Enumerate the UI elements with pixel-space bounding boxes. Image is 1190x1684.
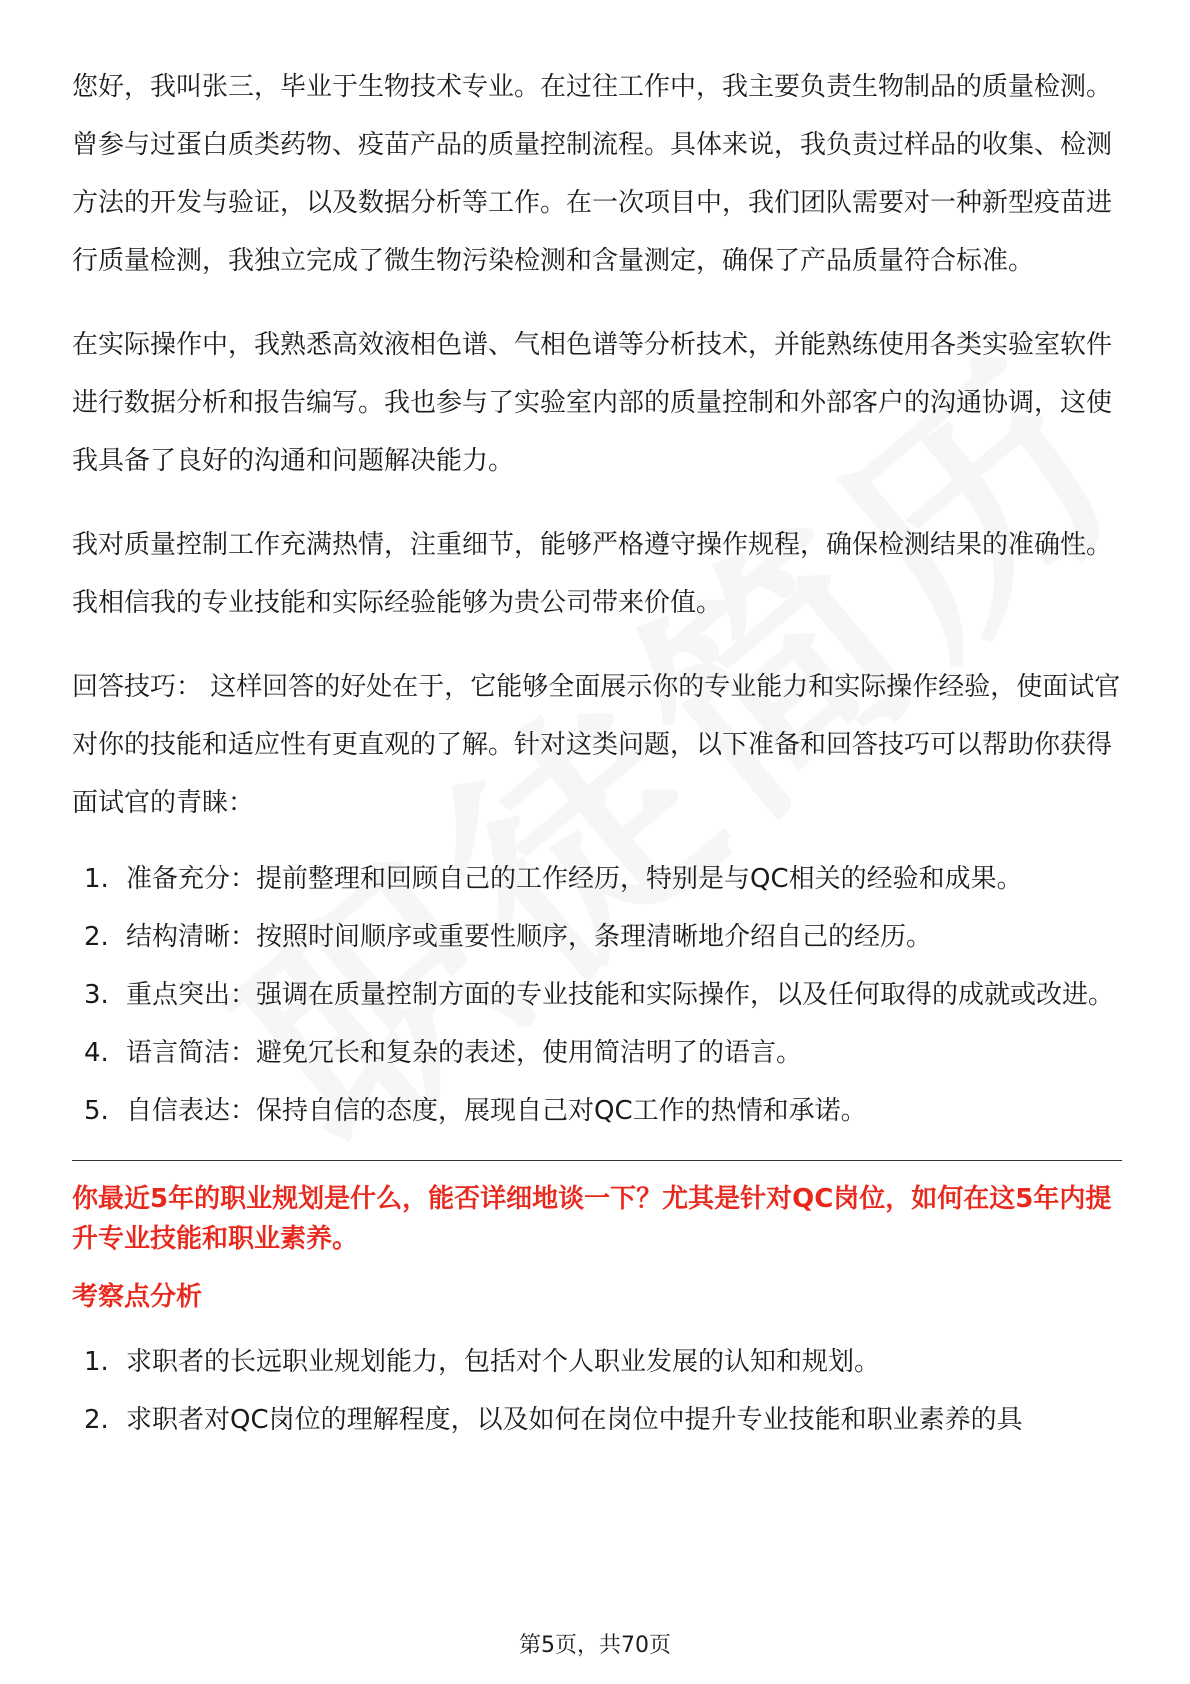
list-number: 2. [84, 1405, 109, 1435]
question-heading: 你最近5年的职业规划是什么，能否详细地谈一下？尤其是针对QC岗位，如何在这5年内提升专业技能和职业素养。 [72, 1184, 1112, 1254]
list-text: 重点突出：强调在质量控制方面的专业技能和实际操作，以及任何取得的成就或改进。 [126, 980, 1115, 1010]
answer-tips-intro: 回答技巧： 这样回答的好处在于，它能够全面展示你的专业能力和实际操作经验，使面试官对你的技能和适应性有更直观的了解。针对这类问题，以下准备和回答技巧可以帮助你获得面试官的青睐： [72, 672, 1121, 818]
list-text: 结构清晰：按照时间顺序或重要性顺序，条理清晰地介绍自己的经历。 [126, 922, 933, 952]
list-item [72, 1082, 1122, 1140]
tips-list [72, 850, 1122, 1140]
list-item [72, 1391, 1122, 1449]
list-number: 5. [84, 1096, 109, 1126]
list-number: 2. [84, 922, 109, 952]
list-item [72, 908, 1122, 966]
list-text: 求职者对QC岗位的理解程度，以及如何在岗位中提升专业技能和职业素养的具 [126, 1405, 1023, 1435]
list-number: 1. [84, 864, 109, 894]
list-text: 准备充分：提前整理和回顾自己的工作经历，特别是与QC相关的经验和成果。 [126, 864, 1023, 894]
list-number: 4. [84, 1038, 109, 1068]
list-text: 语言简洁：避免冗长和复杂的表述，使用简洁明了的语言。 [126, 1038, 803, 1068]
analysis-title: 考察点分析 [72, 1282, 203, 1312]
analysis-list [72, 1333, 1122, 1449]
answer-paragraph-2: 在实际操作中，我熟悉高效液相色谱、气相色谱等分析技术，并能熟练使用各类实验室软件进行数据分析和报告编写。我也参与了实验室内部的质量控制和外部客户的沟通协调，这使我具备了良好的沟通和问题解决能力。 [72, 330, 1113, 476]
list-number: 3. [84, 980, 109, 1010]
list-number: 1. [84, 1347, 109, 1377]
list-item [72, 1024, 1122, 1082]
list-text: 自信表达：保持自信的态度，展现自己对QC工作的热情和承诺。 [126, 1096, 867, 1126]
list-item [72, 966, 1122, 1024]
list-item [72, 1333, 1122, 1391]
answer-paragraph-1: 您好，我叫张三，毕业于生物技术专业。在过往工作中，我主要负责生物制品的质量检测。曾参与过蛋白质类药物、疫苗产品的质量控制流程。具体来说，我负责过样品的收集、检测方法的开发与验证，以及数据分析等工作。在一次项目中，我们团队需要对一种新型疫苗进行质量检测，我独立完成了微生物污染检测和含量测定，确保了产品质量符合标准。 [72, 72, 1113, 276]
answer-paragraph-3: 我对质量控制工作充满热情，注重细节，能够严格遵守操作规程，确保检测结果的准确性。我相信我的专业技能和实际经验能够为贵公司带来价值。 [72, 530, 1113, 618]
list-item [72, 850, 1122, 908]
section-divider [72, 1160, 1122, 1161]
page-content [72, 58, 1122, 1449]
list-text: 求职者的长远职业规划能力，包括对个人职业发展的认知和规划。 [126, 1347, 881, 1377]
page-footer: 第5页，共70页 [519, 1633, 671, 1658]
